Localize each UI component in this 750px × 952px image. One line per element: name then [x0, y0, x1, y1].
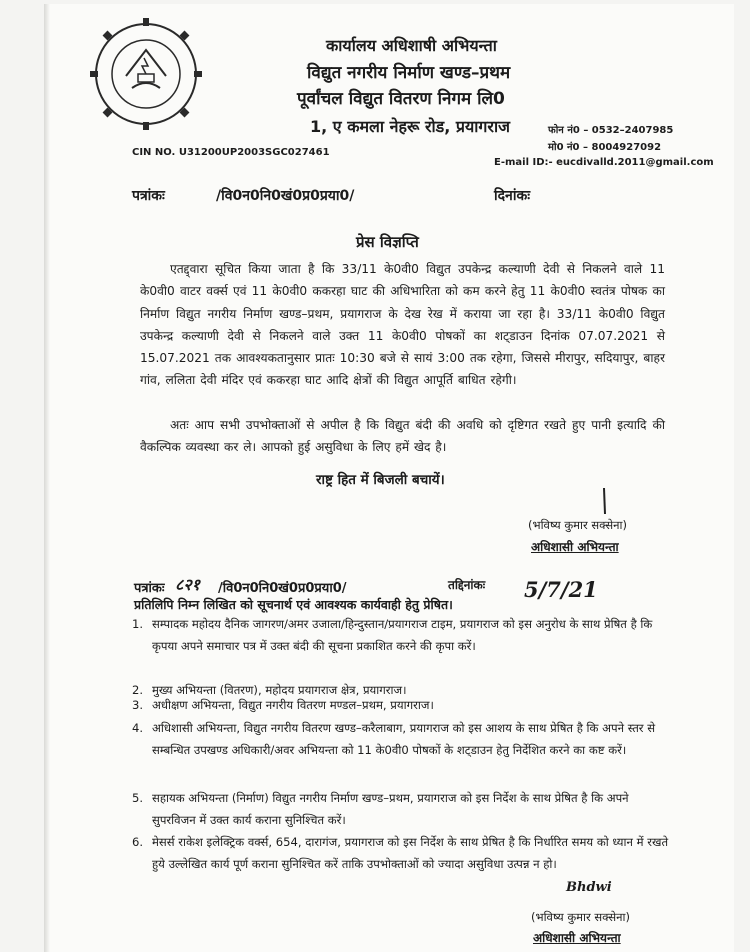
- item-number: 5.: [132, 791, 144, 805]
- item-text: सम्पादक महोदय दैनिक जागरण/अमर उजाला/हिन्दुस्तान/प्रयागराज टाइम, प्रयागराज को इस अनुरोध के साथ प्रेषित है कि कृपया अपने समाचार पत्र में उक्त बंदी की सूचना प्रकाशित करने की कृपा करें।: [152, 617, 653, 653]
- reference-label: पत्रांकः: [132, 188, 165, 204]
- copy-list-item-5: [132, 788, 670, 831]
- item-number: 1.: [132, 617, 144, 631]
- phone-number: फोन नं0 – 0532–2407985: [548, 125, 674, 136]
- item-text: अधिशासी अभियन्ता, विद्युत नगरीय वितरण खण्ड–करैलाबाग, प्रयागराज को इस आशय के साथ प्रेषित है कि अपने स्तर से सम्बन्धित उपखण्ड अधिकारी/अवर अभियन्ता को 11 के0वी0 पोषकों के शट्डाउन हेतु निर्देशित करने का कष्ट करें।: [152, 721, 656, 757]
- office-title: कार्यालय अधिशाषी अभियन्ता: [326, 36, 497, 55]
- copy-date-label: तद्दिनांकः: [448, 578, 486, 592]
- copy-list-item-4: [132, 718, 670, 761]
- mobile-number: मो0 नं0 – 8004927092: [548, 142, 662, 153]
- corporation-name: पूर्वांचल विद्युत वितरण निगम लि0: [297, 89, 505, 109]
- item-text: सहायक अभियन्ता (निर्माण) विद्युत नगरीय निर्माण खण्ड–प्रथम, प्रयागराज को इस निर्देश के साथ प्रेषित है कि अपने सुपरविजन में उक्त कार्य कराना सुनिश्चित करें।: [152, 791, 629, 827]
- copy-reference-label: पत्रांकः: [134, 581, 165, 596]
- copy-date-value: 5/7/21: [524, 577, 598, 602]
- cin-number: CIN NO. U31200UP2003SGC027461: [132, 147, 330, 158]
- copy-intro: प्रतिलिपि निम्न लिखित को सूचनार्थ एवं आवश्यक कार्यवाही हेतु प्रेषित।: [134, 597, 453, 612]
- signatory-title-2: अधिशासी अभियन्ता: [533, 931, 621, 945]
- signature-mark: [598, 486, 610, 516]
- slogan: राष्ट्र हित में बिजली बचायें।: [316, 472, 445, 488]
- item-number: 3.: [132, 698, 144, 712]
- division-name: विद्युत नगरीय निर्माण खण्ड–प्रथम: [307, 63, 511, 83]
- email-address: E-mail ID:- eucdivalld.2011@gmail.com: [494, 157, 714, 168]
- item-text: मेसर्स राकेश इलेक्ट्रिक वर्क्स, 654, दारागंज, प्रयागराज को इस निर्देश के साथ प्रेषित है कि निर्धारित समय को ध्यान में रखते हुये उल्लेखित कार्य पूर्ण कराना सुनिश्चित करें ताकि उपभोक्ताओं को ज्यादा असुविधा उत्पन्न न हो।: [152, 835, 669, 871]
- press-release-title: प्रेस विज्ञप्ति: [356, 233, 419, 251]
- reference-number: /वि0न0नि0खं0प्र0प्रया0/: [216, 188, 355, 204]
- press-release-body: एतद्द्वारा सूचित किया जाता है कि 33/11 के0वी0 विद्युत उपकेन्द्र कल्याणी देवी से निकलने वाले 11 के0वी0 वाटर वर्क्स एवं 11 के0वी0 ककरहा घाट की अधिभारिता को कम करने हेतु 11 के0वी0 स्वतंत्र पोषक का निर्माण विद्युत नगरीय निर्माण खण्ड–प्रथम, प्रयागराज के देख रेख में कराया जा रहा है। 33/11 के0वी0 विद्युत उपकेन्द्र कल्याणी देवी से निकलने वाले उक्त 11 के0वी0 पोषकों का शट्डाउन दिनांक 07.07.2021 से 15.07.2021 तक आवश्यकतानुसार प्रातः 10:30 बजे से सायं 3:00 तक रहेगा, जिससे मीरापुर, सदियापुर, बाहर गांव, ललिता देवी मंदिर एवं ककरहा घाट आदि क्षेत्रों की विद्युत आपूर्ति बाधित रहेगी।: [140, 262, 665, 388]
- organization-seal-logo: [86, 14, 206, 134]
- copy-reference-number: ८२१: [175, 575, 200, 594]
- date-label: दिनांकः: [494, 188, 531, 204]
- item-text: मुख्य अभियन्ता (वितरण), महोदय प्रयागराज क्षेत्र, प्रयागराज।: [152, 683, 407, 697]
- item-number: 2.: [132, 683, 144, 697]
- signatory-name-2: (भविष्य कुमार सक्सेना): [531, 910, 630, 924]
- signatory-name: (भविष्य कुमार सक्सेना): [528, 518, 627, 532]
- handwritten-initials: Bhdwi: [566, 880, 612, 895]
- item-number: 6.: [132, 835, 144, 849]
- office-address: 1, ए कमला नेहरू रोड, प्रयागराज: [310, 117, 510, 136]
- copy-list-item-6: [132, 832, 670, 875]
- copy-reference-code: /वि0न0नि0खं0प्र0प्रया0/: [218, 581, 347, 596]
- copy-list-item-3: [132, 695, 670, 717]
- item-number: 4.: [132, 721, 144, 735]
- signatory-title: अधिशासी अभियन्ता: [531, 540, 619, 554]
- press-release-appeal: अतः आप सभी उपभोक्ताओं से अपील है कि विद्युत बंदी की अवधि को दृष्टिगत रखते हुए पानी इत्यादि की वैकल्पिक व्यवस्था कर ले। आपको हुई असुविधा के लिए हमें खेद है।: [140, 418, 665, 455]
- copy-list-item-1: [132, 614, 670, 657]
- item-text: अधीक्षण अभियन्ता, विद्युत नगरीय वितरण मण्डल–प्रथम, प्रयागराज।: [152, 698, 434, 712]
